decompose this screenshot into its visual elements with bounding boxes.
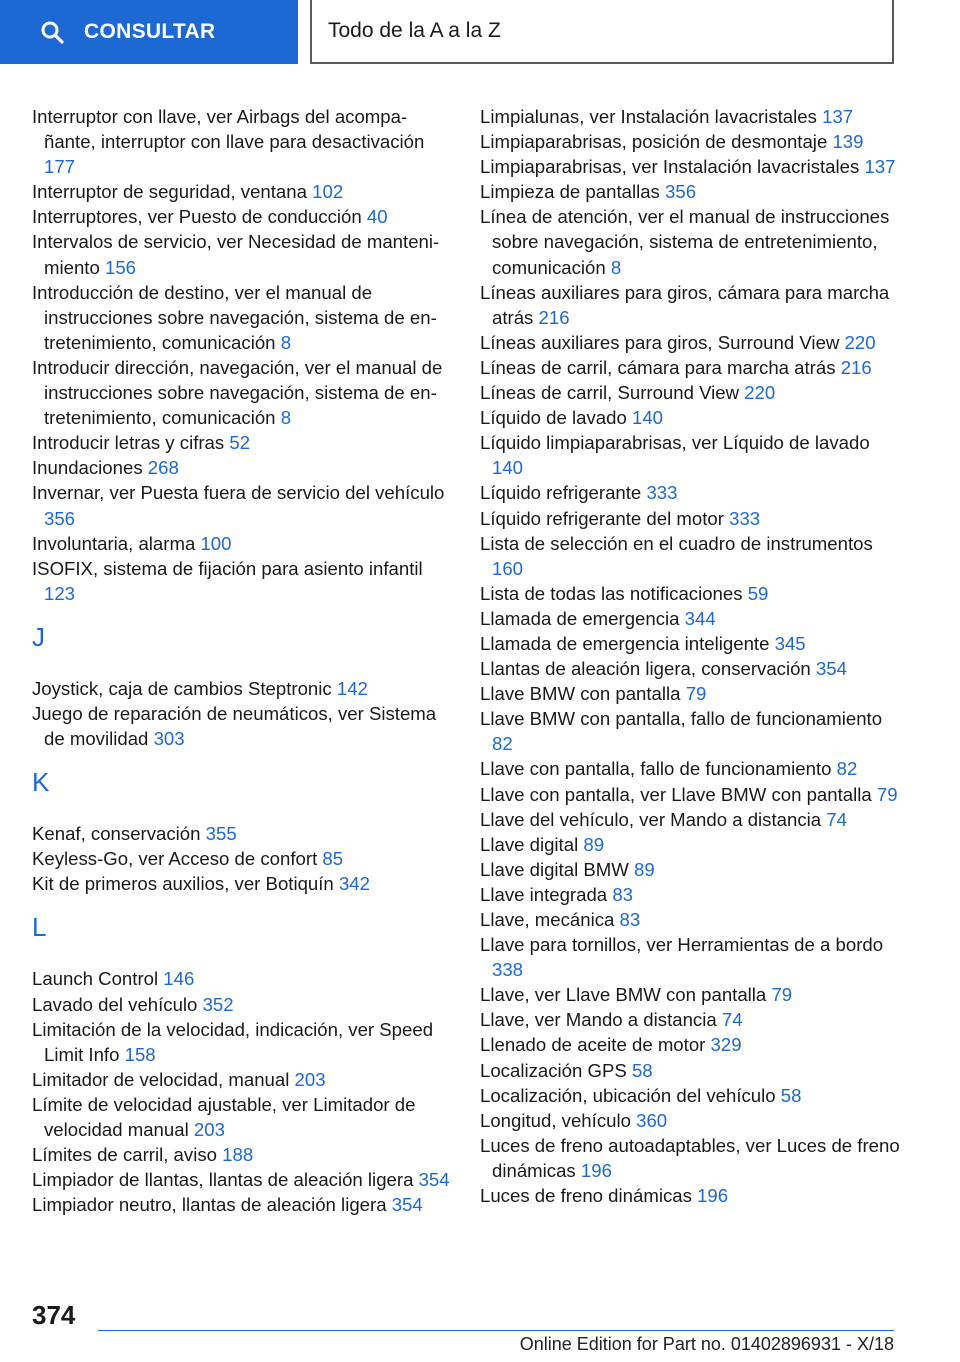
page-link[interactable]: 360 xyxy=(636,1109,668,1131)
index-entry-text: Líquido refrigerante xyxy=(480,482,642,504)
index-entry xyxy=(480,656,900,681)
index-entry-text: Llenado de aceite de motor xyxy=(480,1034,706,1056)
index-entry-text: Llave con pantalla, ver Llave BMW con pantalla xyxy=(480,783,872,805)
index-entry xyxy=(480,280,900,330)
page-link[interactable]: 58 xyxy=(780,1084,802,1106)
page-link[interactable]: 74 xyxy=(721,1009,743,1031)
index-entry-text: Llave digital xyxy=(480,833,579,855)
index-entry-text: Luces de freno autoadaptables, ver Luces de freno dinámicas xyxy=(480,1134,900,1181)
index-entry-text: Llave, ver Llave BMW con pantalla xyxy=(480,984,767,1006)
section-letter: K xyxy=(32,767,50,798)
index-entry-text: Limitación de la velocidad, indicación, ver Speed Limit Info xyxy=(32,1018,434,1065)
index-entry xyxy=(32,871,452,896)
index-entry xyxy=(32,1142,452,1167)
index-entry xyxy=(32,676,452,701)
index-entry xyxy=(480,581,900,606)
index-entry xyxy=(32,179,452,204)
page-link[interactable]: 220 xyxy=(844,331,876,353)
index-entry-text: Interruptor de seguridad, ventana xyxy=(32,181,307,203)
index-entry-text: Introducción de destino, ver el manual de instrucciones sobre navegación, sistema de entretenimiento, comunicación xyxy=(32,281,437,353)
index-entry-text: Límites de carril, aviso xyxy=(32,1144,217,1166)
page-link[interactable]: 82 xyxy=(492,733,513,755)
page-link[interactable]: 156 xyxy=(104,256,137,278)
page-link[interactable]: 74 xyxy=(826,808,847,830)
page-link[interactable]: 356 xyxy=(44,507,76,529)
index-entry xyxy=(480,204,900,279)
index-entry xyxy=(480,907,900,932)
page-link[interactable]: 89 xyxy=(583,833,605,855)
index-entry xyxy=(480,756,900,781)
page-link[interactable]: 79 xyxy=(685,683,707,705)
index-entry-text: Localización GPS xyxy=(480,1059,627,1081)
index-entry-text: Llave del vehículo, ver Mando a distancia xyxy=(480,808,822,830)
index-entry xyxy=(480,681,900,706)
page-link[interactable]: 8 xyxy=(610,256,622,278)
index-entry xyxy=(480,807,900,832)
page-link[interactable]: 203 xyxy=(294,1068,326,1090)
index-entry xyxy=(32,992,452,1017)
search-icon xyxy=(40,20,64,44)
index-entry xyxy=(480,480,900,505)
index-entry-text: Longitud, vehículo xyxy=(480,1109,631,1131)
index-entry-text: Introducir letras y cifras xyxy=(32,432,225,454)
page-link[interactable]: 354 xyxy=(391,1194,423,1216)
index-entry xyxy=(32,455,452,480)
index-entry-text: Líquido refrigerante del motor xyxy=(480,507,724,529)
index-entry-text: Juego de reparación de neumáticos, ver Sistema de movilidad xyxy=(32,702,437,750)
index-entry-text: Localización, ubicación del vehículo xyxy=(480,1084,776,1106)
index-entry xyxy=(32,280,452,355)
index-entry xyxy=(32,229,452,279)
index-entry xyxy=(480,982,900,1007)
index-entry xyxy=(480,1108,900,1133)
index-entry xyxy=(480,179,900,204)
index-entry-text: Llamada de emergencia inteligente xyxy=(480,632,770,654)
page-link[interactable]: 82 xyxy=(836,758,858,780)
index-entry-text: Limpialunas, ver Instalación lavacristales xyxy=(480,106,817,127)
index-entry xyxy=(32,966,452,991)
page-link[interactable]: 342 xyxy=(338,873,370,895)
page-link[interactable]: 40 xyxy=(366,206,388,228)
index-entry xyxy=(32,204,452,229)
index-entry xyxy=(32,821,452,846)
tab-a-to-z[interactable] xyxy=(310,0,894,64)
index-entry-text: Línea de atención, ver el manual de instrucciones sobre navegación, sistema de entretenimiento, comunicación xyxy=(480,206,890,278)
index-entry xyxy=(32,531,452,556)
index-entry xyxy=(480,355,900,380)
index-entry-text: Introducir dirección, navegación, ver el manual de instrucciones sobre navegación, sistema de entretenimiento, comunicación xyxy=(32,356,443,429)
index-entry xyxy=(480,932,900,982)
index-entry-text: Líquido limpiaparabrisas, ver Líquido de lavado xyxy=(480,432,870,454)
index-entry xyxy=(480,330,900,355)
index-entry xyxy=(480,405,900,430)
page-link[interactable]: 344 xyxy=(684,607,716,629)
page-link[interactable]: 100 xyxy=(200,532,232,554)
page-link[interactable]: 59 xyxy=(747,582,769,604)
page-link[interactable]: 85 xyxy=(322,848,344,870)
index-entry xyxy=(480,531,900,581)
index-entry-text: Llave con pantalla, fallo de funcionamiento xyxy=(480,758,832,780)
section-letter: J xyxy=(32,621,45,652)
index-entry xyxy=(32,846,452,871)
index-entry-text: Involuntaria, alarma xyxy=(32,532,196,554)
page-link[interactable]: 160 xyxy=(492,557,524,579)
page-link[interactable]: 102 xyxy=(312,181,344,203)
page-link[interactable]: 188 xyxy=(222,1144,254,1166)
page-link[interactable]: 140 xyxy=(492,457,524,479)
page-link[interactable]: 216 xyxy=(840,356,872,378)
index-entry-text: Limpiaparabrisas, ver Instalación lavacristales xyxy=(480,156,860,178)
index-entry xyxy=(480,430,900,480)
index-entry xyxy=(480,1133,900,1183)
index-entry-text: Llave BMW con pantalla, fallo de funcionamiento xyxy=(480,708,883,730)
page-link[interactable]: 333 xyxy=(646,482,678,504)
page-link[interactable]: 303 xyxy=(153,728,185,750)
consult-label: CONSULTAR xyxy=(84,20,216,43)
page-link[interactable]: 83 xyxy=(619,909,641,930)
index-entry-text: Joystick, caja de cambios Steptronic xyxy=(32,677,332,699)
index-column-right xyxy=(480,104,900,1208)
page-link[interactable]: 216 xyxy=(538,306,570,328)
index-entry xyxy=(480,1007,900,1032)
index-entry xyxy=(32,104,452,179)
index-entry-text: Invernar, ver Puesta fuera de servicio del vehículo xyxy=(32,482,445,504)
page-link[interactable]: 338 xyxy=(492,959,524,981)
page-link[interactable]: 196 xyxy=(580,1159,612,1181)
page-link[interactable]: 8 xyxy=(280,331,292,353)
index-column-left xyxy=(32,104,452,1217)
index-entry xyxy=(32,1192,452,1217)
index-entry xyxy=(32,701,452,751)
index-entry-text: ISOFIX, sistema de fijación para asiento infantil xyxy=(32,557,423,579)
page-link[interactable]: 356 xyxy=(665,181,697,203)
index-entry-text: Inundaciones xyxy=(32,457,143,479)
page-link[interactable]: 89 xyxy=(633,858,655,880)
page-link[interactable]: 137 xyxy=(864,156,896,178)
page-link[interactable]: 354 xyxy=(418,1169,450,1191)
index-entry-text: Kit de primeros auxilios, ver Botiquín xyxy=(32,873,334,895)
index-entry xyxy=(480,506,900,531)
index-entry-text: Llave para tornillos, ver Herramientas de a bordo xyxy=(480,934,884,956)
index-entry xyxy=(32,1092,452,1142)
index-entry xyxy=(32,430,452,455)
index-entry-text: Llave integrada xyxy=(480,883,608,905)
page-link[interactable]: 79 xyxy=(771,984,793,1006)
index-entry-text: Limpiador neutro, llantas de aleación ligera xyxy=(32,1194,387,1216)
page-link[interactable]: 355 xyxy=(205,823,237,845)
top-bar xyxy=(0,0,960,66)
index-entry xyxy=(32,480,452,530)
page-link[interactable]: 139 xyxy=(832,131,864,153)
page-link[interactable]: 203 xyxy=(193,1119,225,1140)
index-entry-text: Interruptores, ver Puesto de conducción xyxy=(32,206,362,228)
index-entry xyxy=(480,631,900,656)
page-link[interactable]: 354 xyxy=(815,658,847,680)
page-link[interactable]: 8 xyxy=(280,407,292,429)
index-entry xyxy=(480,606,900,631)
page-link[interactable]: 123 xyxy=(44,582,76,604)
index-entry xyxy=(480,1058,900,1083)
consult-button[interactable] xyxy=(0,0,298,64)
index-entry xyxy=(32,1067,452,1092)
index-entry xyxy=(480,380,900,405)
page-link[interactable]: 329 xyxy=(710,1034,742,1056)
index-entry xyxy=(480,832,900,857)
index-entry-text: Llave BMW con pantalla xyxy=(480,683,681,705)
index-entry-text: Interruptor con llave, ver Airbags del acompañante, interruptor con llave para desactivación xyxy=(32,106,425,153)
index-entry-text: Lista de todas las notificaciones xyxy=(480,582,743,604)
page-link[interactable]: 268 xyxy=(147,457,179,479)
index-entry-text: Lista de selección en el cuadro de instrumentos xyxy=(480,532,873,554)
index-entry-text: Kenaf, conservación xyxy=(32,823,201,845)
page-link[interactable]: 137 xyxy=(822,106,854,127)
index-entry xyxy=(480,104,900,129)
index-entry-text: Llave digital BMW xyxy=(480,858,629,880)
page-link[interactable]: 352 xyxy=(202,993,234,1015)
index-entry-text: Líneas auxiliares para giros, cámara para marcha atrás xyxy=(480,281,890,328)
index-entry xyxy=(32,355,452,430)
page-link[interactable]: 146 xyxy=(163,968,195,990)
page-link[interactable]: 140 xyxy=(631,407,664,429)
index-entry-text: Keyless-Go, ver Acceso de confort xyxy=(32,848,318,870)
page-link[interactable]: 52 xyxy=(229,432,251,454)
index-entry-text: Líneas auxiliares para giros, Surround View xyxy=(480,331,840,353)
index-entry-text: Líneas de carril, cámara para marcha atrás xyxy=(480,356,836,378)
index-entry-text: Launch Control xyxy=(32,968,159,990)
page-link[interactable]: 220 xyxy=(744,382,776,404)
index-entry-text: Limpieza de pantallas xyxy=(480,181,660,203)
page-link[interactable]: 196 xyxy=(697,1185,729,1207)
index-entry-text: Límite de velocidad ajustable, ver Limitador de velocidad manual xyxy=(32,1093,416,1140)
index-entry xyxy=(480,857,900,882)
page-number: 374 xyxy=(32,1300,76,1330)
index-entry xyxy=(32,1017,452,1067)
index-entry xyxy=(480,706,900,756)
index-entry-text: Llantas de aleación ligera, conservación xyxy=(480,658,811,680)
page-link[interactable]: 333 xyxy=(729,507,761,529)
edition-text: Online Edition for Part no. 01402896931 - X/18 xyxy=(519,1334,894,1354)
index-entry xyxy=(480,882,900,907)
index-entry xyxy=(480,1083,900,1108)
index-entry-text: Llamada de emergencia xyxy=(480,607,680,629)
index-entry xyxy=(480,129,900,154)
index-entry xyxy=(480,1183,900,1208)
index-entry-text: Llave, ver Mando a distancia xyxy=(480,1009,717,1031)
section-letter: L xyxy=(32,912,47,943)
index-entry xyxy=(480,154,900,179)
index-entry-text: Líneas de carril, Surround View xyxy=(480,382,740,404)
index-entry-text: Llave, mecánica xyxy=(480,909,615,930)
tab-a-to-z-label: Todo de la A a la Z xyxy=(328,19,501,42)
page-link[interactable]: 79 xyxy=(876,783,898,805)
page-link[interactable]: 142 xyxy=(336,677,368,699)
index-entry xyxy=(32,556,452,606)
index-entry-text: Limpiador de llantas, llantas de aleación ligera xyxy=(32,1169,414,1191)
page-link[interactable]: 83 xyxy=(612,883,634,905)
index-entry-text: Lavado del vehículo xyxy=(32,993,198,1015)
index-entry-text: Luces de freno dinámicas xyxy=(480,1185,692,1207)
index-entry xyxy=(480,1032,900,1057)
footer-divider xyxy=(98,1330,894,1331)
index-entry-text: Limpiaparabrisas, posición de desmontaje xyxy=(480,131,828,153)
page-link[interactable]: 345 xyxy=(774,632,806,654)
index-entry-text: Intervalos de servicio, ver Necesidad de mantenimiento xyxy=(32,231,440,278)
index-entry-text: Líquido de lavado xyxy=(480,407,627,429)
index-entry-text: Limitador de velocidad, manual xyxy=(32,1068,290,1090)
page-link[interactable]: 158 xyxy=(124,1043,156,1065)
index-entry xyxy=(32,1167,452,1192)
page-link[interactable]: 58 xyxy=(631,1059,653,1081)
index-entry xyxy=(480,782,900,807)
page-link[interactable]: 177 xyxy=(44,156,76,178)
